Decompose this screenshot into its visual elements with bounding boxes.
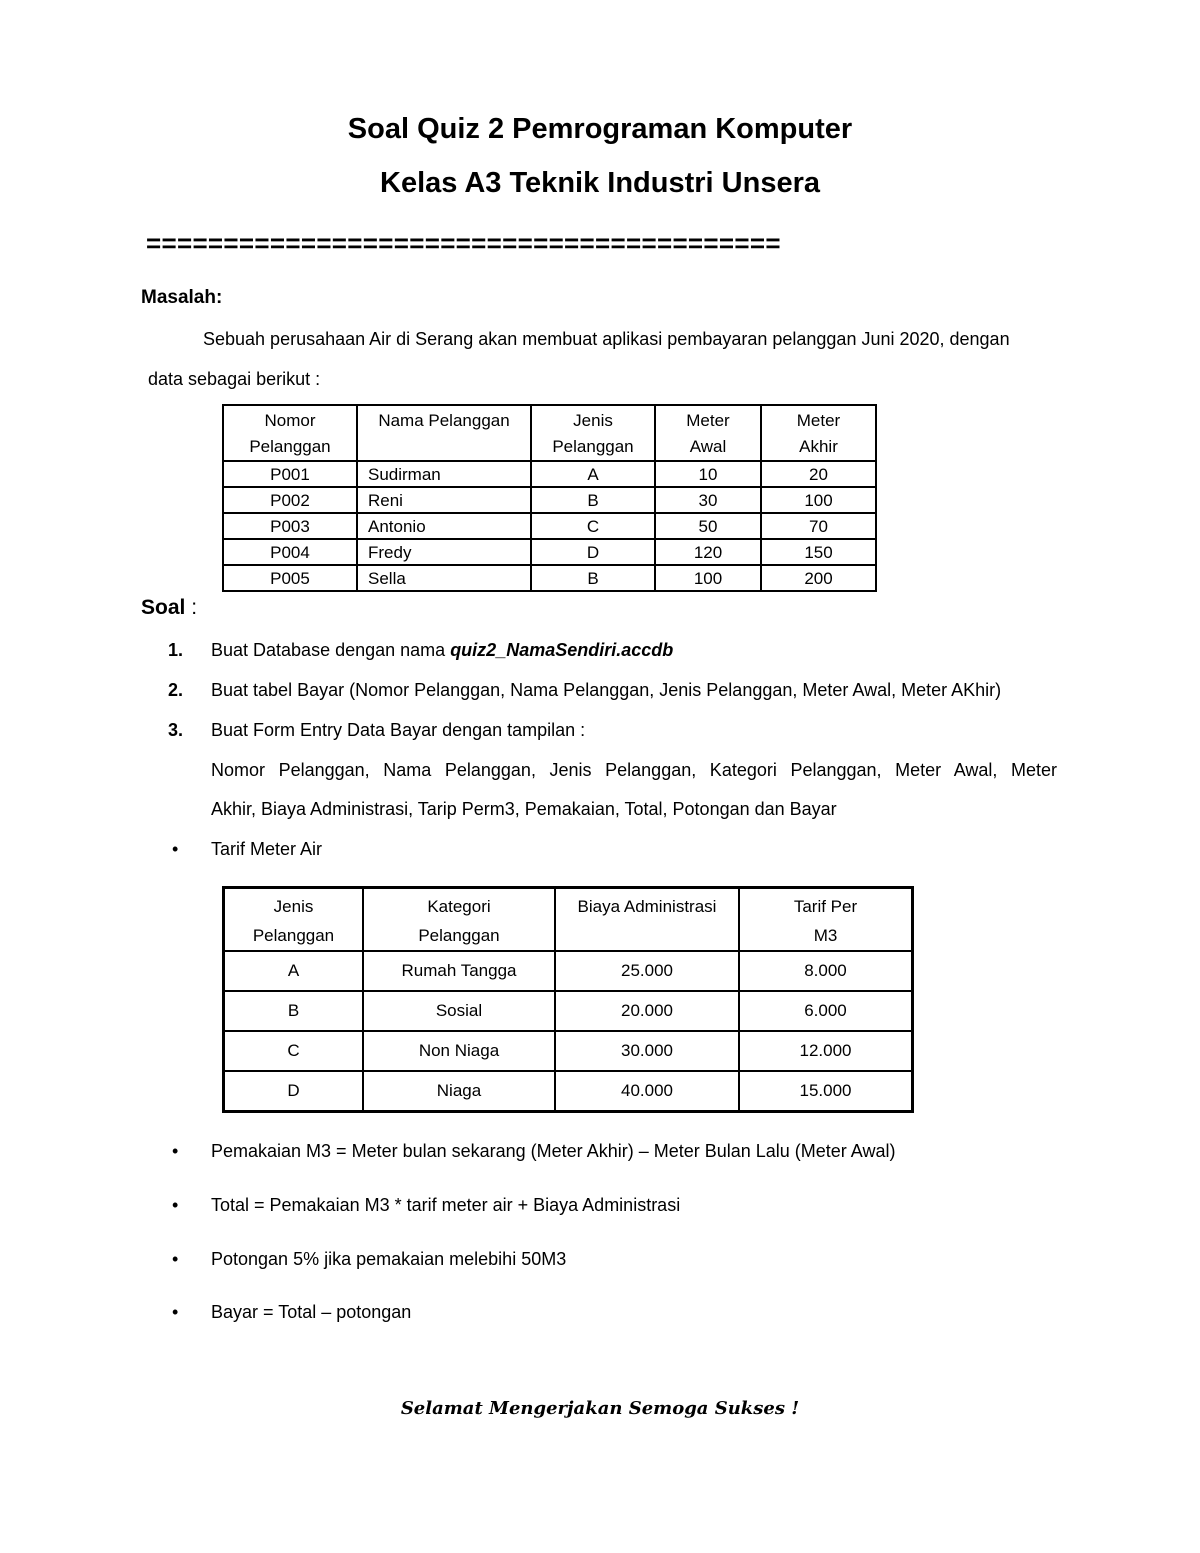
cell-nama: Antonio [357,513,531,539]
header-cell: Meter Akhir [761,405,876,461]
list-number: 1. [168,640,184,660]
masalah-heading: Masalah: [141,287,223,308]
header-cell: Meter Awal [655,405,761,461]
closing-message: Selamat Mengerjakan Semoga Sukses ! [400,1398,800,1419]
masalah-paragraph-line1: Sebuah perusahaan Air di Serang akan membuat aplikasi pembayaran pelanggan Juni 2020, dengan [203,329,1010,349]
cell-jenis: B [531,565,655,591]
formula-bayar: Bayar = Total – potongan [211,1302,412,1322]
formula-potongan: Potongan 5% jika pemakaian melebihi 50M3 [211,1249,567,1269]
document-title: Soal Quiz 2 Pemrograman Komputer [347,113,853,145]
cell-nomor: P004 [223,539,357,565]
soal-item-3-detail-line1: Nomor Pelanggan, Nama Pelanggan, Jenis Pelanggan, Kategori Pelanggan, Meter Awal, Meter [211,760,1057,780]
table-row [223,513,876,539]
cell-meter-awal: 30 [655,487,761,513]
cell-jenis: A [224,951,364,991]
cell-biaya-admin: 25.000 [555,951,739,991]
cell-tarif: 6.000 [739,991,913,1031]
cell-nomor: P002 [223,487,357,513]
bullet: • [172,839,179,859]
table-row [223,487,876,513]
table-row [224,991,913,1031]
cell-meter-awal: 100 [655,565,761,591]
header-cell: Kategori Pelanggan [363,888,555,952]
cell-tarif: 8.000 [739,951,913,991]
cell-kategori: Non Niaga [363,1031,555,1071]
cell-meter-akhir: 200 [761,565,876,591]
cell-nama: Sella [357,565,531,591]
list-number: 3. [168,720,184,740]
cell-nomor: P001 [223,461,357,487]
table-row [223,539,876,565]
cell-meter-awal: 50 [655,513,761,539]
header-cell: Biaya Administrasi [555,888,739,952]
soal-heading: Soal : [141,596,198,619]
cell-biaya-admin: 20.000 [555,991,739,1031]
table-header-row [224,888,913,952]
cell-meter-awal: 10 [655,461,761,487]
header-cell: Nama Pelanggan [357,405,531,461]
table-header-row [223,405,876,461]
header-cell: Nomor Pelanggan [223,405,357,461]
cell-meter-akhir: 20 [761,461,876,487]
masalah-paragraph-line2: data sebagai berikut : [148,369,321,389]
cell-meter-akhir: 100 [761,487,876,513]
formula-pemakaian: Pemakaian M3 = Meter bulan sekarang (Meter Akhir) – Meter Bulan Lalu (Meter Awal) [211,1141,896,1161]
cell-biaya-admin: 30.000 [555,1031,739,1071]
tarif-table [222,886,914,1113]
soal-item-3: Buat Form Entry Data Bayar dengan tampilan : [211,720,586,740]
cell-nomor: P005 [223,565,357,591]
list-number: 2. [168,680,184,700]
cell-jenis: D [531,539,655,565]
table-row [224,951,913,991]
document-subtitle: Kelas A3 Teknik Industri Unsera [380,167,820,199]
bullet: • [172,1195,179,1215]
cell-kategori: Sosial [363,991,555,1031]
cell-meter-akhir: 70 [761,513,876,539]
cell-tarif: 12.000 [739,1031,913,1071]
cell-kategori: Niaga [363,1071,555,1112]
soal-item-3-detail-line2: Akhir, Biaya Administrasi, Tarip Perm3, Pemakaian, Total, Potongan dan Bayar [211,799,837,819]
separator-line: ========================================= [146,228,781,258]
cell-nama: Fredy [357,539,531,565]
cell-tarif: 15.000 [739,1071,913,1112]
header-cell: Jenis Pelanggan [531,405,655,461]
bullet: • [172,1141,179,1161]
cell-jenis: C [531,513,655,539]
cell-jenis: B [224,991,364,1031]
bullet: • [172,1302,179,1322]
cell-kategori: Rumah Tangga [363,951,555,991]
bullet: • [172,1249,179,1269]
soal-item-1: Buat Database dengan nama quiz2_NamaSendiri.accdb [211,640,674,660]
header-cell: Tarif Per M3 [739,888,913,952]
tarif-label: Tarif Meter Air [211,839,323,859]
cell-jenis: C [224,1031,364,1071]
table-row [223,461,876,487]
cell-jenis: D [224,1071,364,1112]
cell-nama: Reni [357,487,531,513]
cell-jenis: A [531,461,655,487]
cell-nomor: P003 [223,513,357,539]
customer-table [222,404,877,592]
cell-meter-akhir: 150 [761,539,876,565]
table-row [223,565,876,591]
cell-biaya-admin: 40.000 [555,1071,739,1112]
cell-meter-awal: 120 [655,539,761,565]
table-row [224,1031,913,1071]
cell-nama: Sudirman [357,461,531,487]
formula-total: Total = Pemakaian M3 * tarif meter air + Biaya Administrasi [211,1195,681,1215]
soal-item-2: Buat tabel Bayar (Nomor Pelanggan, Nama Pelanggan, Jenis Pelanggan, Meter Awal, Meter AKhir) [211,680,1002,700]
table-row [224,1071,913,1112]
cell-jenis: B [531,487,655,513]
header-cell: Jenis Pelanggan [224,888,364,952]
